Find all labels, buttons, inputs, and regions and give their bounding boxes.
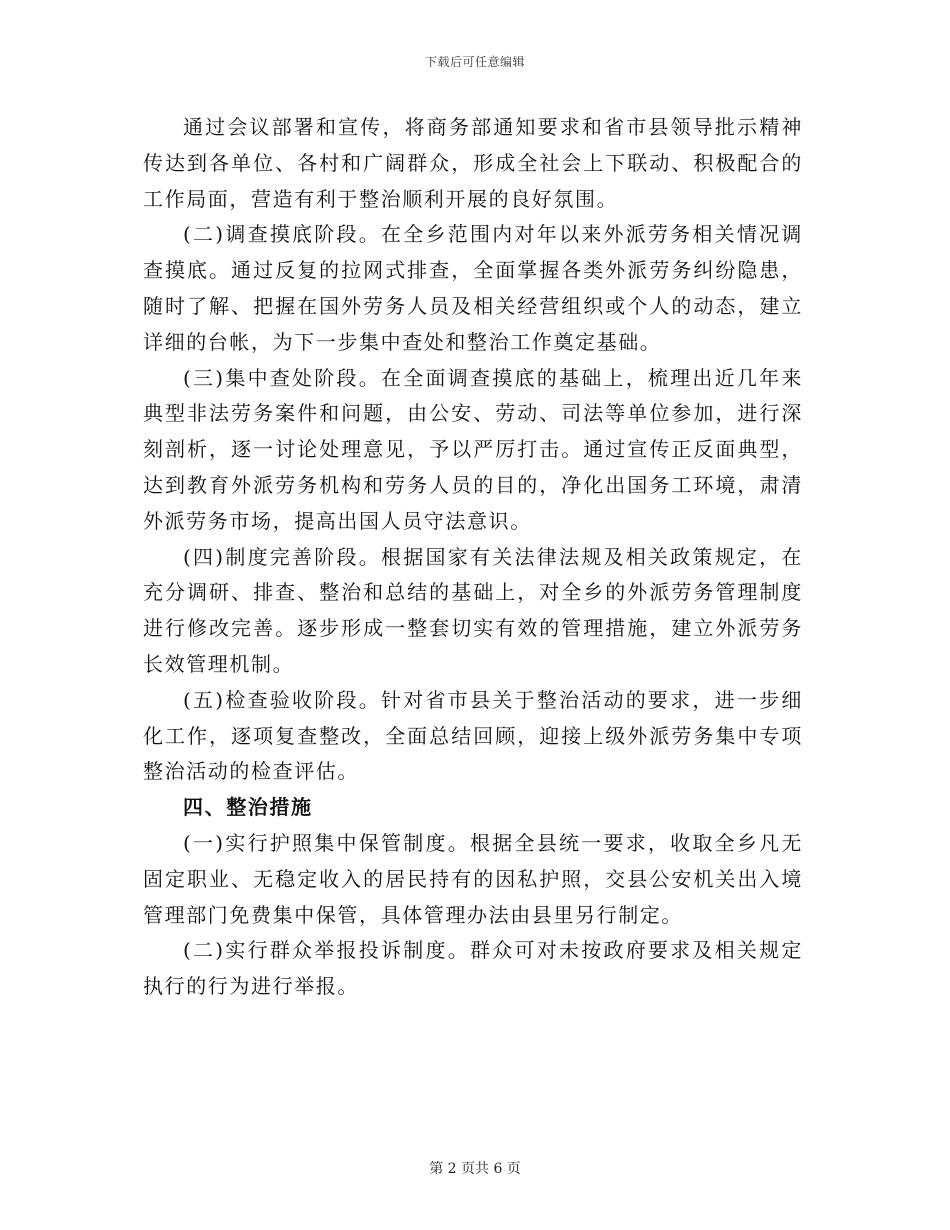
document-body [143, 110, 803, 1005]
paragraph-report-measure: (二)实行群众举报投诉制度。群众可对未按政府要求及相关规定执行的行为进行举报。 [143, 938, 803, 999]
paragraph-system-stage: (四)制度完善阶段。根据国家有关法律法规及相关政策规定，在充分调研、排查、整治和总结的基础上，对全乡的外派劳务管理制度进行修改完善。逐步形成一整套切实有效的管理措施，建立外派劳务长效管理机制。 [143, 544, 803, 676]
paragraph-inspection-stage: (五)检查验收阶段。针对省市县关于整治活动的要求，进一步细化工作，逐项复查整改，全面总结回顾，迎接上级外派劳务集中专项整治活动的检查评估。 [143, 687, 803, 784]
page-number: 第 2 页共 6 页 [429, 1161, 521, 1177]
paragraph-survey-stage: (二)调查摸底阶段。在全乡范围内对年以来外派劳务相关情况调查摸底。通过反复的拉网式排查，全面掌握各类外派劳务纠纷隐患，随时了解、把握在国外劳务人员及相关经营组织或个人的动态，建立详细的台帐，为下一步集中查处和整治工作奠定基础。 [143, 222, 803, 354]
paragraph-investigation-stage: (三)集中查处阶段。在全面调查摸底的基础上，梳理出近几年来典型非法劳务案件和问题，由公安、劳动、司法等单位参加，进行深刻剖析，逐一讨论处理意见，予以严厉打击。通过宣传正反面典型，达到教育外派劳务机构和劳务人员的目的，净化出国务工环境，肃清外派劳务市场，提高出国人员守法意识。 [143, 365, 803, 533]
paragraph-publicity: 通过会议部署和宣传，将商务部通知要求和省市县领导批示精神传达到各单位、各村和广阔群众，形成全社会上下联动、积极配合的工作局面，营造有利于整治顺利开展的良好氛围。 [143, 115, 803, 211]
paragraph-passport-measure: (一)实行护照集中保管制度。根据全县统一要求，收取全乡凡无固定职业、无稳定收入的居民持有的因私护照，交县公安机关出入境管理部门免费集中保管，具体管理办法由县里另行制定。 [143, 830, 803, 927]
section-heading-measures: 四、整治措施 [183, 795, 313, 820]
page-header: 下载后可任意编辑 [424, 55, 525, 69]
